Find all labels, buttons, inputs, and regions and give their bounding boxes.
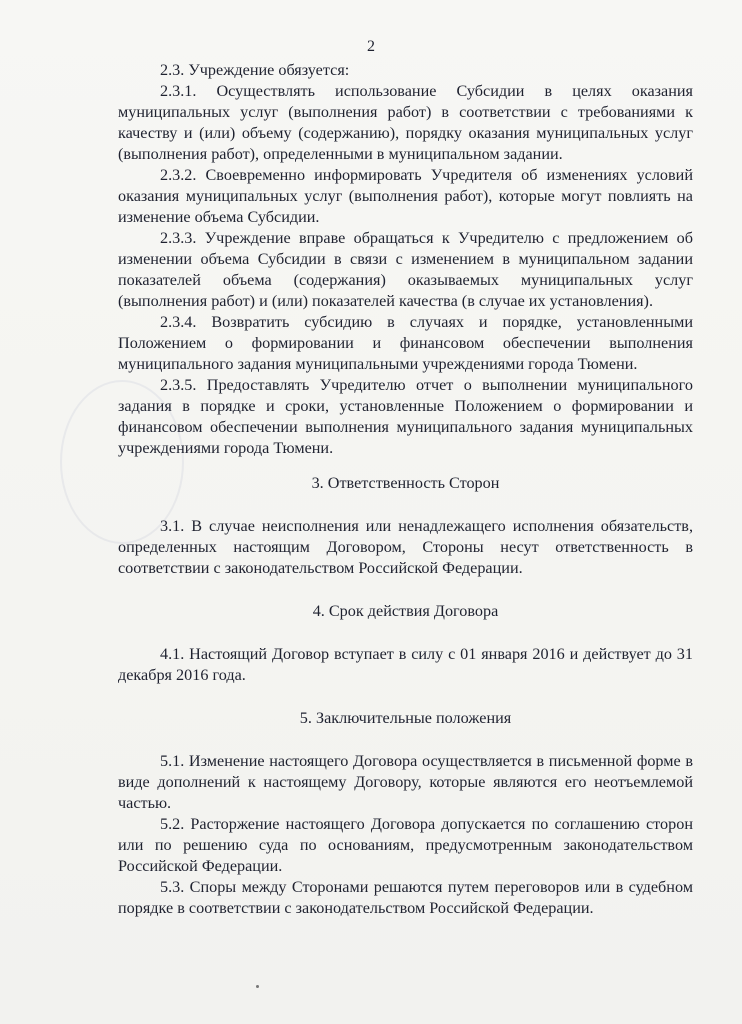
paragraph-5-3: 5.3. Споры между Сторонами решаются путем переговоров или в судебном порядке в соответствии с законодательством Российской Федерации. [118,878,693,917]
paragraph-5-1: 5.1. Изменение настоящего Договора осуществляется в письменной форме в виде дополнений к настоящему Договору, которые являются его неотъемлемой частью. [118,752,693,812]
section-4-title: 4. Срок действия Договора [312,602,499,620]
paragraph-2-3: 2.3. Учреждение обязуется: [160,61,350,79]
ink-speck [256,985,259,988]
section-3-title: 3. Ответственность Сторон [311,474,500,492]
paragraph-2-3-2: 2.3.2. Своевременно информировать Учредителя об изменениях условий оказания муниципальных услуг (выполнения работ), которые могут повлиять на изменение объема Субсидии. [118,166,693,226]
paragraph-2-3-4: 2.3.4. Возвратить субсидию в случаях и порядке, установленными Положением о формировании и финансовом обеспечении выполнения муниципального задания муниципальными учреждениями города Тюмени. [118,313,693,373]
page-number: 2 [367,38,375,55]
paragraph-2-3-5: 2.3.5. Предоставлять Учредителю отчет о выполнении муниципального задания в порядке и сроки, установленные Положением о формировании и финансовом обеспечении выполнения муниципального задания муниципальных учреждениями города Тюмени. [118,376,693,457]
paragraph-4-1: 4.1. Настоящий Договор вступает в силу с 01 января 2016 и действует до 31 декабря 2016 года. [118,645,693,684]
paragraph-3-1: 3.1. В случае неисполнения или ненадлежащего исполнения обязательств, определенных настоящим Договором, Стороны несут ответственность в соответствии с законодательством Российской Федерации. [118,517,693,577]
paragraph-2-3-3: 2.3.3. Учреждение вправе обращаться к Учредителю с предложением об изменении объема Субсидии в связи с изменением в муниципальном задании показателей объема (содержания) оказываемых муниципальных услуг (выполнения работ) и (или) показателей качества (в случае их установления). [118,229,693,310]
paragraph-5-2: 5.2. Расторжение настоящего Договора допускается по соглашению сторон или по решению суда по основаниям, предусмотренным законодательством Российской Федерации. [118,815,693,875]
paragraph-2-3-1: 2.3.1. Осуществлять использование Субсидии в целях оказания муниципальных услуг (выполнения работ) в соответствии с требованиями к качеству и (или) объему (содержанию), порядку оказания муниципальных услуг (выполнения работ), определенными в муниципальном задании. [118,82,693,163]
section-5-title: 5. Заключительные положения [299,709,512,727]
document-body [118,60,693,919]
